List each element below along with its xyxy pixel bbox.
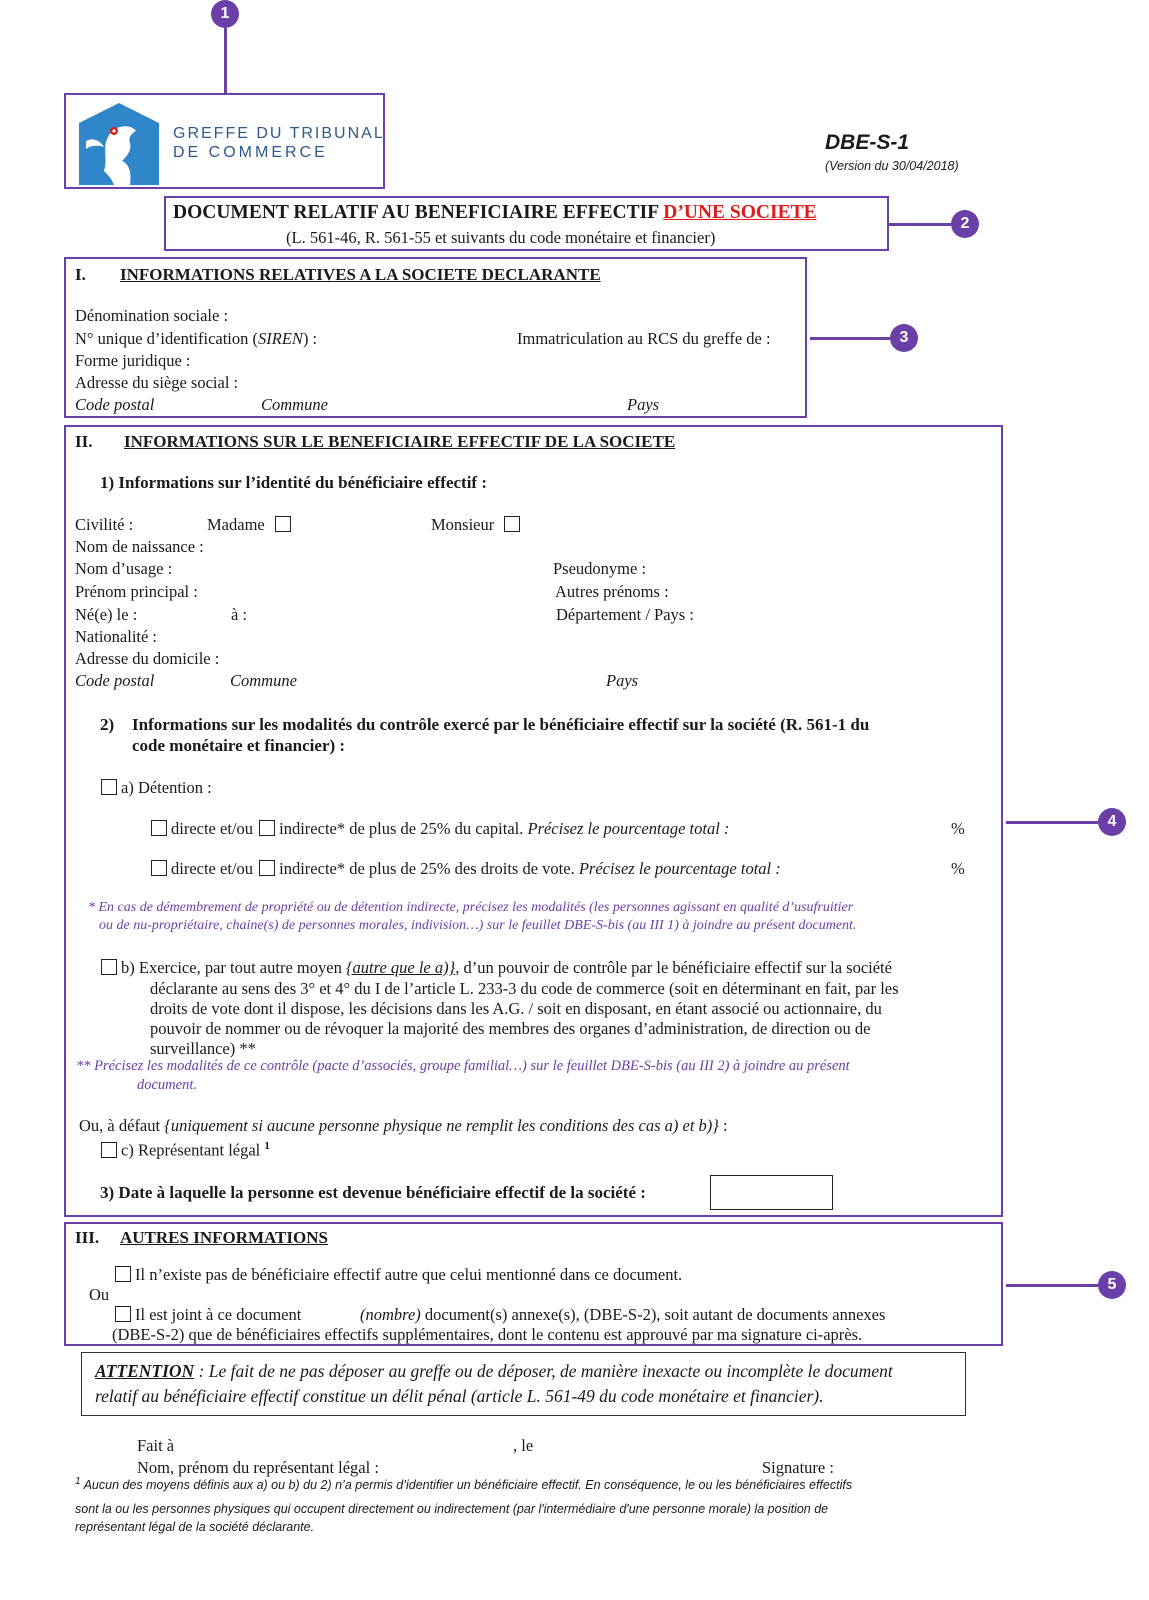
prenom-principal-label: Prénom principal : [75,582,198,601]
ou-a-defaut [79,1116,728,1136]
logo-text-line1: GREFFE DU TRIBUNAL [173,125,385,142]
siren-pre: N° unique d’identification ( [75,329,259,348]
exercice-line3: droits de vote dont il dispose, les décisions dans les A.G. / soit en disposant, en étant associé ou actionnaire, du [150,999,882,1018]
note-1-line2: ou de nu-propriétaire, chaine(s) de personnes morales, indivision…) sur le feuillet DBE-S-bis (au III 1) à joindre au présent document. [99,918,857,933]
adresse-domicile-label: Adresse du domicile : [75,649,220,668]
capital-percent: % [951,819,965,838]
representant-option[interactable] [101,1140,270,1161]
nationalite-label: Nationalité : [75,627,158,646]
no-other-beneficiary-option[interactable] [115,1265,682,1285]
document-title [173,202,817,224]
exercice-line5: surveillance) ** [150,1039,256,1058]
callout-marker-1: 1 [211,0,239,28]
callout-line-3 [810,337,890,340]
forme-juridique-label: Forme juridique : [75,351,191,370]
subsection-2-heading-line1: Informations sur les modalités du contrôle exercé par le bénéficiaire effectif sur la société (R. 561-1 du [132,715,870,734]
vote-row [151,859,781,879]
adresse-siege-label: Adresse du siège social : [75,373,239,392]
detention-label: a) Détention : [121,778,212,797]
callout-line-2 [889,223,951,226]
title-main: DOCUMENT RELATIF AU BENEFICIAIRE EFFECTIF [173,202,664,223]
siren-post: ) : [302,329,318,348]
section-3-number: III. [75,1228,100,1247]
callout-line-1 [224,28,227,94]
exercice-checkbox[interactable] [101,959,117,975]
annex-line2: (DBE-S-2) que de bénéficiaires effectifs supplémentaires, dont le contenu est approuvé par ma signature ci-après. [112,1325,863,1344]
form-code: DBE-S-1 [825,131,910,154]
note-1-line1: * En cas de démembrement de propriété ou de détention indirecte, précisez les modalités (les personnes agissant en qualité d’usufruitier [88,900,854,915]
subsection-3-heading: 3) Date à laquelle la personne est devenue bénéficiaire effectif de la société : [100,1183,646,1202]
madame-label: Madame [207,515,265,534]
footnote-text-1: Aucun des moyens définis aux a) ou b) du 2) n’a permis d’identifier un bénéficiaire effectif. En conséquence, le ou les bénéficiaires effectifs [83,1478,853,1493]
denomination-label: Dénomination sociale : [75,306,229,325]
no-other-beneficiary-label: Il n’existe pas de bénéficiaire effectif autre que celui mentionné dans ce document. [135,1265,683,1284]
attention-text-1: : Le fait de ne pas déposer au greffe ou de déposer, de manière inexacte ou incomplète le document [194,1361,893,1381]
madame-checkbox[interactable] [275,516,291,532]
ou-a-defaut-condition: {uniquement si aucune personne physique ne remplit les conditions des cas a) et b)} [164,1116,719,1135]
rcs-label: Immatriculation au RCS du greffe de : [517,329,771,348]
annex-label-post: document(s) annexe(s), (DBE-S-2), soit autant de documents annexes [420,1305,886,1324]
domicile-pays-label: Pays [606,671,639,690]
monsieur-checkbox[interactable] [504,516,520,532]
callout-line-5 [1006,1284,1098,1287]
ou-a-defaut-post: : [718,1116,728,1135]
note-2-line2: document. [137,1077,197,1093]
footnote-line2: sont la ou les personnes physiques qui occupent directement ou indirectement (par l'intermédiaire d'une personne morale) la position de [75,1502,829,1516]
vote-directe-checkbox[interactable] [151,860,167,876]
civilite-label: Civilité : [75,515,134,534]
attention-label: ATTENTION [95,1361,195,1381]
logo-text-line2: DE COMMERCE [173,144,328,161]
capital-row [151,819,729,839]
capital-directe-label: directe et/ou [171,819,254,838]
monsieur-label: Monsieur [431,515,495,534]
representant-nom-label: Nom, prénom du représentant légal : [137,1458,379,1477]
representant-checkbox[interactable] [101,1142,117,1158]
pays-label: Pays [627,395,660,414]
annex-label-pre: Il est joint à ce document [135,1305,302,1324]
callout-marker-2: 2 [951,210,979,238]
exercice-line2: déclarante au sens des 3° et 4° du I de l’article L. 233-3 du code de commerce (soit en déterminant en fait, par les [150,979,899,998]
vote-precisez-label: Précisez le pourcentage total : [578,859,781,878]
version-date: (Version du 30/04/2018) [825,159,959,173]
annex-option[interactable] [115,1305,301,1325]
capital-indirecte-label: indirecte* de plus de 25% du capital. [279,819,524,838]
ou-label: Ou [89,1285,110,1304]
autres-prenoms-label: Autres prénoms : [555,582,669,601]
marianne-logo-icon [74,101,164,185]
monsieur-option[interactable] [431,515,524,535]
footnote-line1 [75,1476,852,1492]
vote-percent: % [951,859,965,878]
departement-pays-label: Département / Pays : [556,605,694,624]
subsection-2-heading-line2: code monétaire et financier) : [132,736,346,755]
domicile-code-postal-label: Code postal [75,671,155,690]
document-subtitle: (L. 561-46, R. 561-55 et suivants du code monétaire et financier) [286,228,716,247]
madame-option[interactable] [207,515,295,535]
section-1-heading: INFORMATIONS RELATIVES A LA SOCIETE DECLARANTE [120,265,601,284]
nom-naissance-label: Nom de naissance : [75,537,204,556]
signature-label: Signature : [762,1458,834,1477]
annex-count-placeholder: (nombre) [360,1305,421,1324]
note-2-line1: ** Précisez les modalités de ce contrôle (pacte d’associés, groupe familial…) sur le feuillet DBE-S-bis (au III 2) à joindre au présent [76,1058,850,1074]
date-field[interactable] [710,1175,833,1210]
code-postal-label: Code postal [75,395,155,414]
attention-line2: relatif au bénéficiaire effectif constitue un délit pénal (article L. 561-49 du code monétaire et financier). [95,1386,824,1406]
footnote-ref-1: 1 [264,1140,270,1152]
ou-a-defaut-pre: Ou, à défaut [79,1116,165,1135]
logo-box [64,93,385,189]
exercice-label-pre: b) Exercice, par tout autre moyen [121,958,346,977]
exercice-label-qualifier: {autre que le a)} [345,958,456,977]
section-2-heading: INFORMATIONS SUR LE BENEFICIAIRE EFFECTIF DE LA SOCIETE [124,432,676,451]
exercice-label-post: , d’un pouvoir de contrôle par le bénéficiaire effectif sur la société [455,958,892,977]
detention-checkbox[interactable] [101,779,117,795]
lieu-naissance-label: à : [231,605,248,624]
annex-checkbox[interactable] [115,1306,131,1322]
capital-directe-checkbox[interactable] [151,820,167,836]
vote-indirecte-checkbox[interactable] [259,860,275,876]
no-other-beneficiary-checkbox[interactable] [115,1266,131,1282]
subsection-2-number: 2) [100,715,115,734]
siren-abbr: SIREN [258,329,303,348]
siren-label [75,329,317,349]
vote-indirecte-label: indirecte* de plus de 25% des droits de vote. [279,859,575,878]
callout-marker-4: 4 [1098,808,1126,836]
subsection-1-heading: 1) Informations sur l’identité du bénéficiaire effectif : [100,473,487,492]
domicile-commune-label: Commune [230,671,297,690]
footnote-number: 1 [75,1476,81,1487]
section-3-heading: AUTRES INFORMATIONS [120,1228,328,1247]
footnote-line3: représentant légal de la société déclarante. [75,1520,315,1534]
callout-line-4 [1006,821,1098,824]
section-2-number: II. [75,432,93,451]
section-1-number: I. [75,265,86,284]
exercice-line4: pouvoir de nommer ou de révoquer la majorité des membres des organes d’administration, de direction ou de [150,1019,871,1038]
annex-count-text [360,1305,885,1325]
callout-marker-3: 3 [890,324,918,352]
exercice-option[interactable] [101,958,892,978]
capital-indirecte-checkbox[interactable] [259,820,275,836]
ne-le-label: Né(e) le : [75,605,138,624]
commune-label: Commune [261,395,328,414]
title-highlight: D’UNE SOCIETE [663,202,817,223]
pseudonyme-label: Pseudonyme : [553,559,647,578]
date-le-label: , le [513,1436,534,1455]
capital-precisez-label: Précisez le pourcentage total : [527,819,730,838]
fait-a-label: Fait à [137,1436,175,1455]
representant-label: c) Représentant légal [121,1140,261,1160]
detention-option[interactable] [101,778,212,798]
nom-usage-label: Nom d’usage : [75,559,173,578]
callout-marker-5: 5 [1098,1271,1126,1299]
vote-directe-label: directe et/ou [171,859,254,878]
attention-line1 [95,1361,893,1382]
